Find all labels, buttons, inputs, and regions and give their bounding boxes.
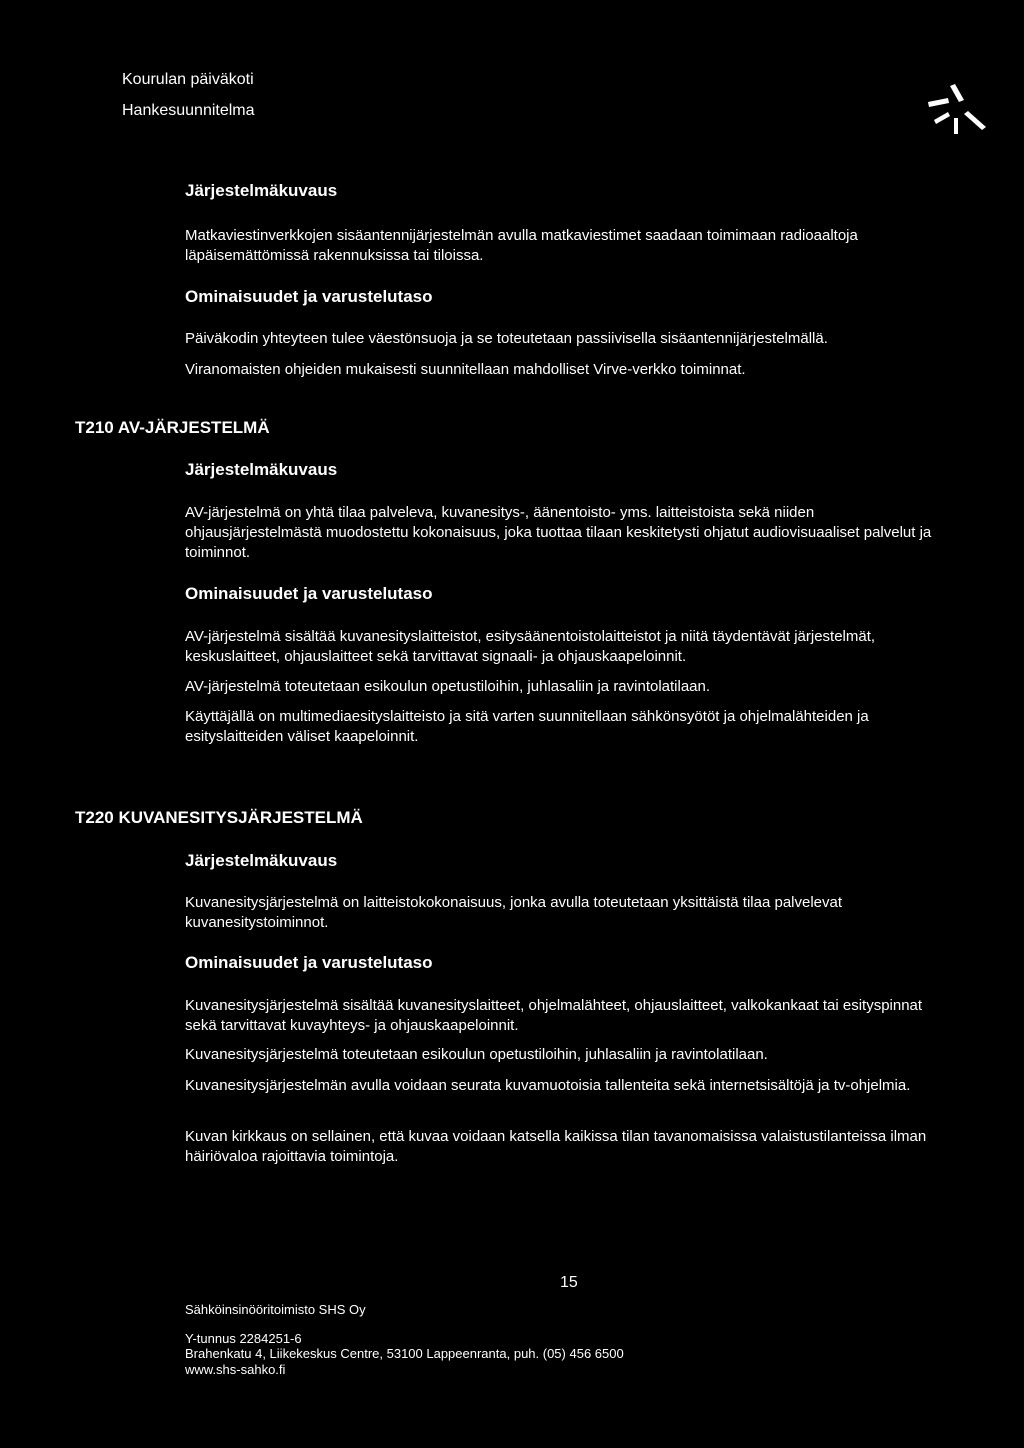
document-type: Hankesuunnitelma: [122, 102, 255, 119]
features-heading: Ominaisuudet ja varustelutaso: [185, 953, 433, 972]
description-paragraph: Kuvanesitysjärjestelmä on laitteistokokonaisuus, jonka avulla toteutetaan yksittäistä tilaa palvelevat kuvanesitystoiminnot.: [185, 894, 843, 931]
features-paragraph: Kuvanesitysjärjestelmän avulla voidaan seurata kuvamuotoisia tallenteita sekä internetsisältöjä ja tv-ohjelmia.: [185, 1077, 911, 1094]
features-heading: Ominaisuudet ja varustelutaso: [185, 584, 433, 603]
features-heading: Ominaisuudet ja varustelutaso: [185, 287, 433, 306]
features-paragraph: Päiväkodin yhteyteen tulee väestönsuoja ja se toteutetaan passiivisella sisäantennijärjestelmällä.: [185, 330, 828, 347]
features-paragraph: Viranomaisten ohjeiden mukaisesti suunnitellaan mahdolliset Virve-verkko toiminnat.: [185, 361, 746, 378]
business-id: Y-tunnus 2284251-6: [185, 1331, 302, 1346]
features-paragraph: AV-järjestelmä sisältää kuvanesityslaitteistot, esitysäänentoistolaitteistot ja niitä täydentävät järjestelmät, keskuslaitteet, ohjauslaitteet sekä tarvittavat signaali- ja ohjauskaapeloinnit.: [185, 628, 876, 665]
features-paragraph: Kuvanesitysjärjestelmä sisältää kuvanesityslaitteet, ohjelmalähteet, ohjauslaitteet, valkokankaat tai esityspinnat sekä tarvittavat kuvayhteys- ja ohjauskaapeloinnit.: [185, 997, 923, 1034]
description-paragraph: AV-järjestelmä on yhtä tilaa palveleva, kuvanesitys-, äänentoisto- yms. laitteistoista sekä niiden ohjausjärjestelmästä muodostettu kokonaisuus, joka tuottaa tilaan keskitetysti ohjatut audiovisuaaliset palvelut ja toiminnot.: [185, 504, 932, 561]
features-paragraph: Käyttäjällä on multimediaesityslaitteisto ja sitä varten suunnitellaan sähkönsyötöt ja ohjelmalähteiden ja esityslaitteiden väliset kaapeloinnit.: [185, 708, 869, 745]
description-heading: Järjestelmäkuvaus: [185, 460, 338, 479]
features-paragraph: Kuvanesitysjärjestelmä toteutetaan esikoulun opetustiloihin, juhlasaliin ja ravintolatilaan.: [185, 1046, 768, 1063]
section-title-t220: T220 KUVANESITYSJÄRJESTELMÄ: [75, 808, 363, 827]
features-paragraph: Kuvan kirkkaus on sellainen, että kuvaa voidaan katsella kaikissa tilan tavanomaisissa valaistustilanteissa ilman häiriövaloa rajoittavia toimintoja.: [185, 1128, 927, 1165]
shs-logo-icon: [922, 80, 988, 136]
description-heading: Järjestelmäkuvaus: [185, 851, 338, 870]
page-number: 15: [560, 1274, 578, 1291]
description-paragraph: Matkaviestinverkkojen sisäantennijärjestelmän avulla matkaviestimet saadaan toimimaan radioaaltoja läpäisemättömissä rakennuksissa tai tiloissa.: [185, 227, 858, 264]
description-heading: Järjestelmäkuvaus: [185, 181, 338, 200]
features-paragraph: AV-järjestelmä toteutetaan esikoulun opetustiloihin, juhlasaliin ja ravintolatilaan.: [185, 678, 711, 695]
company-name: Sähköinsinööritoimisto SHS Oy: [185, 1302, 366, 1317]
company-address: Brahenkatu 4, Liikekeskus Centre, 53100 Lappeenranta, puh. (05) 456 6500: [185, 1346, 624, 1361]
section-title-t210: T210 AV-JÄRJESTELMÄ: [75, 418, 270, 437]
organization-name: Kourulan päiväkoti: [122, 71, 254, 88]
company-website: www.shs-sahko.fi: [185, 1362, 286, 1377]
